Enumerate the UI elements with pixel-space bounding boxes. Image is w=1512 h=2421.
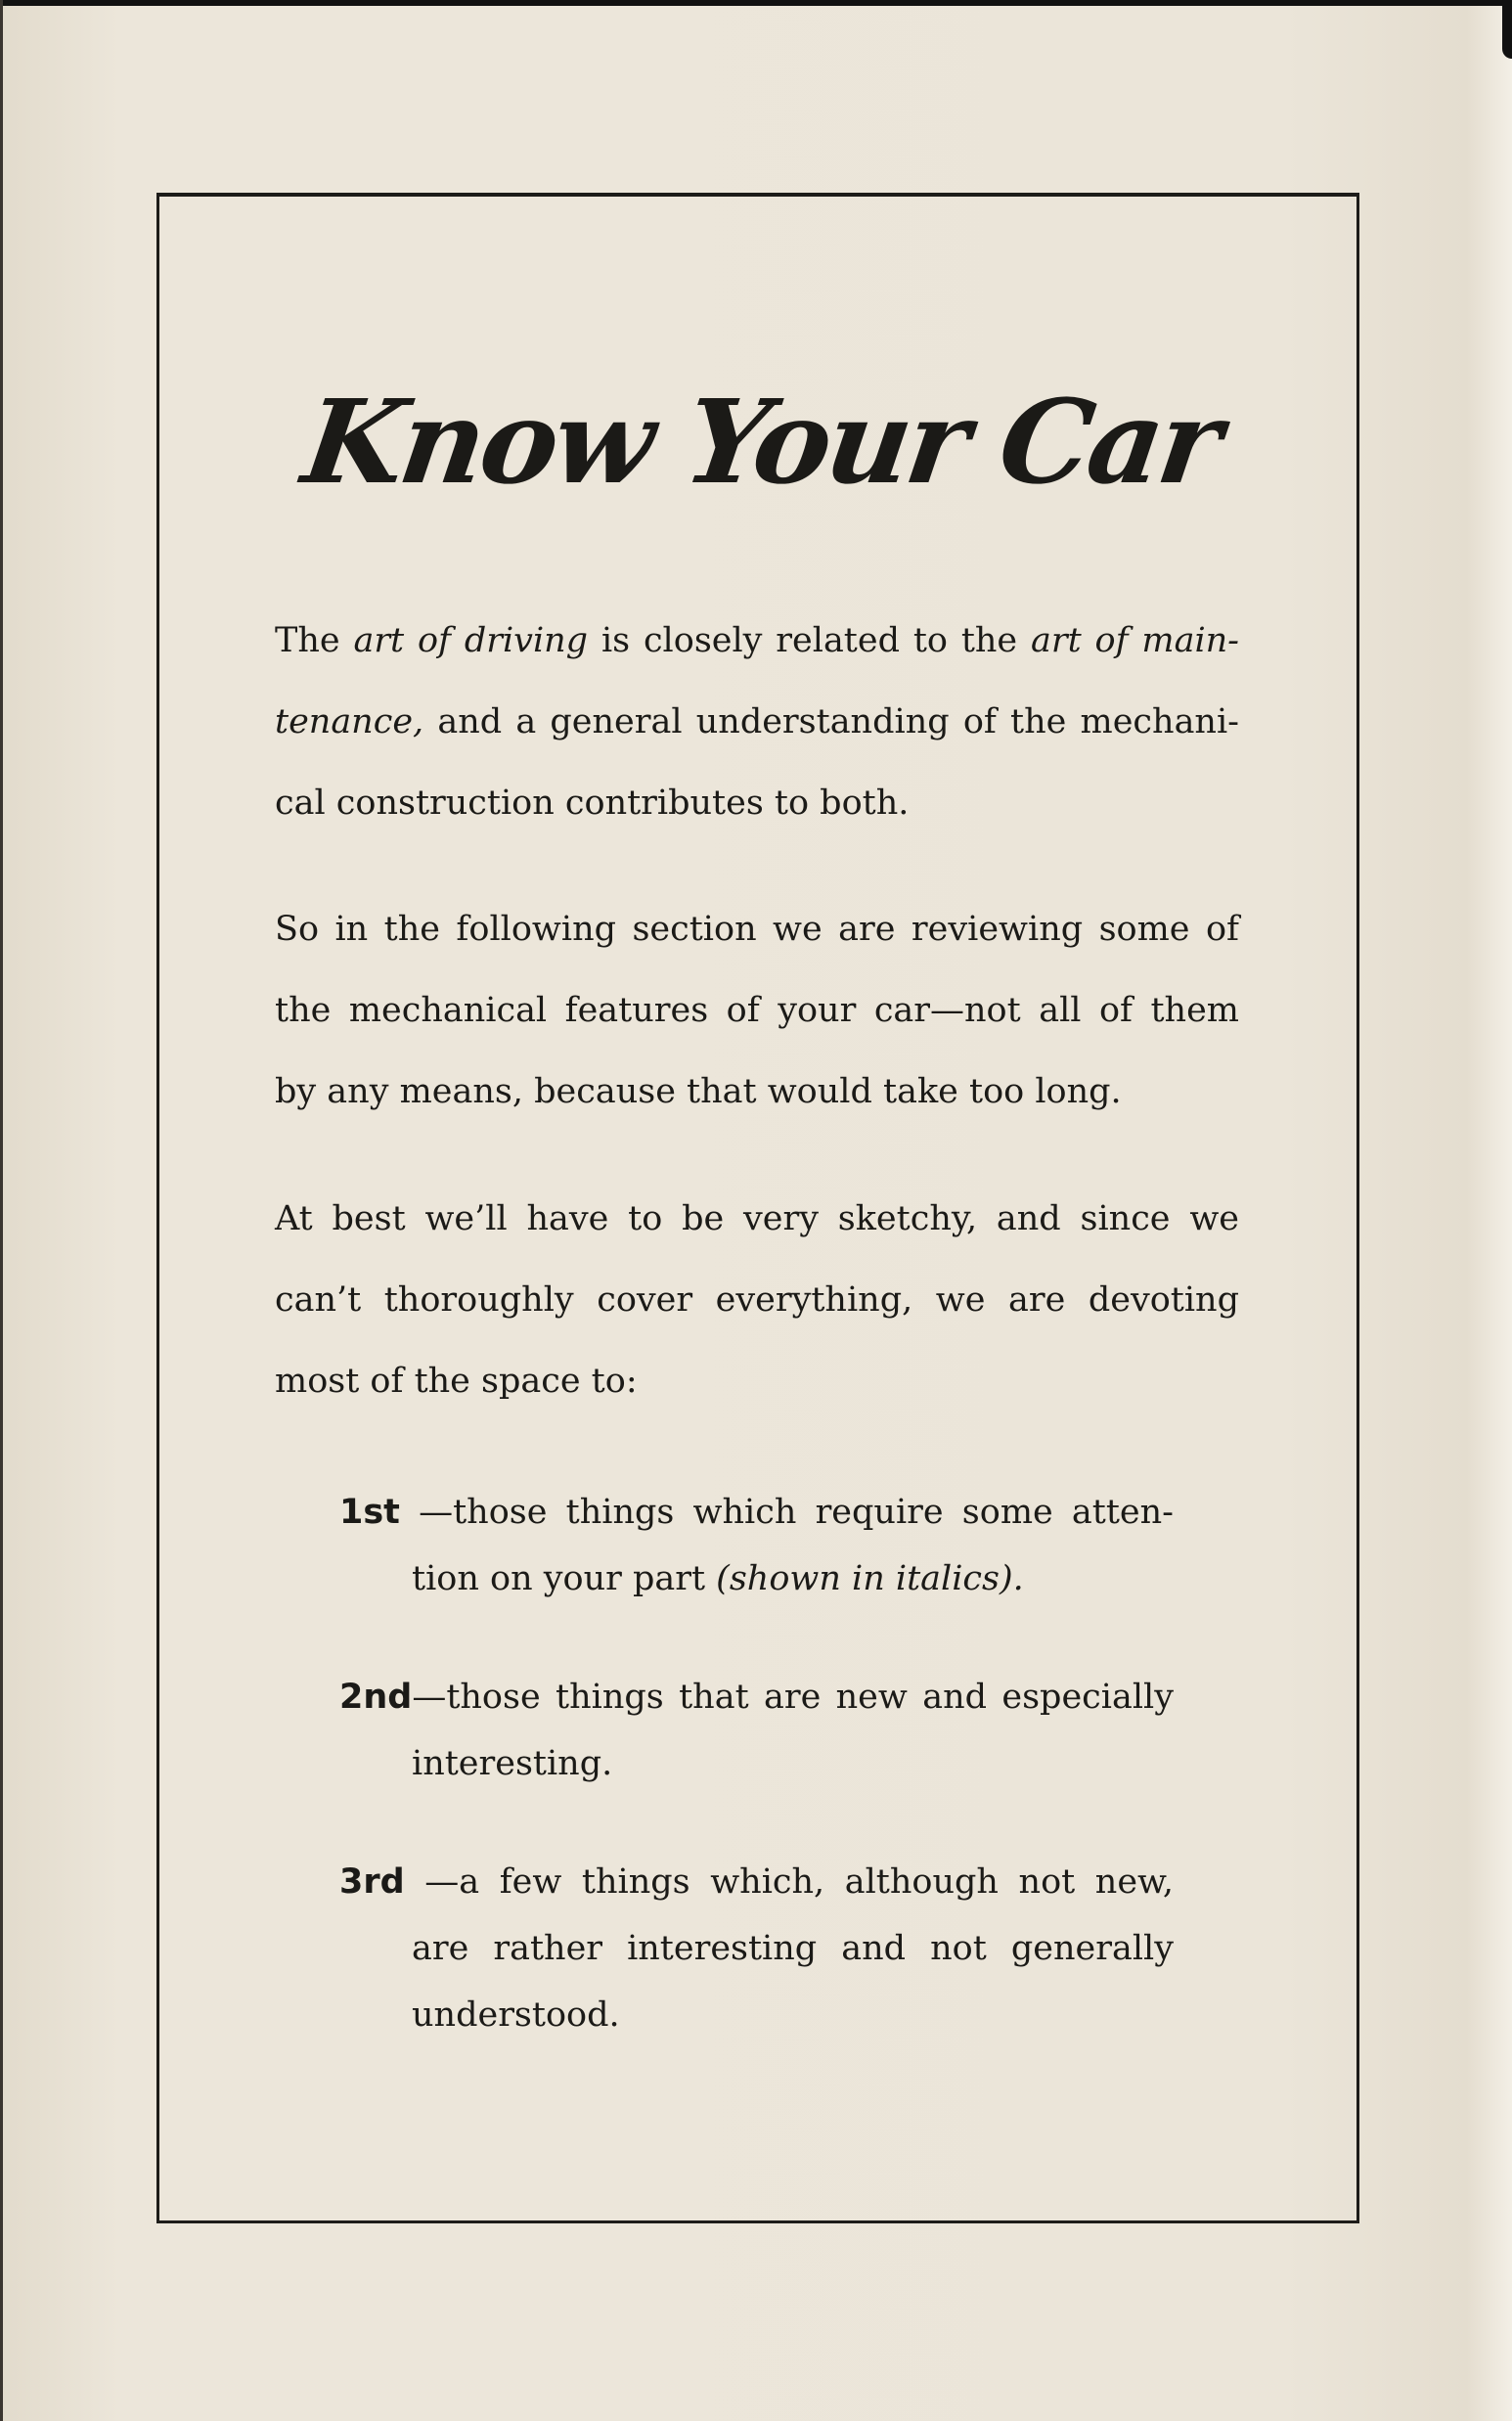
text-run: cal construction contributes to both. xyxy=(275,784,910,823)
text-run: The xyxy=(275,621,354,660)
text-run: art of main- xyxy=(1031,621,1240,660)
paragraph-line xyxy=(275,621,1239,660)
text-run: is closely related to the xyxy=(588,621,1031,660)
text-run: tenance, xyxy=(275,702,424,741)
page-top-edge xyxy=(0,0,1512,6)
paragraph-line xyxy=(275,1072,1122,1111)
list-item-line xyxy=(339,1493,1174,1532)
paragraph-line xyxy=(275,702,1239,741)
text-run: can’t thoroughly cover everything, we are devoting xyxy=(275,1280,1239,1320)
text-run: are rather interesting and not generally xyxy=(412,1929,1174,1968)
text-run: tion on your part xyxy=(412,1559,717,1598)
text-run: the mechanical features of your car—not all of them xyxy=(275,991,1239,1030)
text-run: interesting. xyxy=(412,1744,613,1783)
page-title: Know Your Car xyxy=(295,374,1226,510)
list-item-line xyxy=(412,1744,612,1783)
text-run: art of driving xyxy=(353,621,589,660)
paragraph-line xyxy=(275,784,909,823)
list-ordinal: 2nd xyxy=(339,1678,413,1717)
paragraph-line xyxy=(275,1280,1239,1320)
page-corner-edge xyxy=(1502,0,1512,59)
page-left-edge xyxy=(0,0,3,2421)
list-item-line xyxy=(339,1862,1174,1902)
list-item-line xyxy=(412,1995,620,2035)
list-item-line xyxy=(412,1929,1174,1968)
list-item-line xyxy=(339,1678,1174,1717)
list-ordinal: 1st xyxy=(339,1493,400,1532)
paragraph-line xyxy=(275,910,1239,949)
text-run: So in the following section we are reviewing some of xyxy=(275,910,1239,949)
text-run: —those things that are new and especially xyxy=(412,1678,1174,1717)
text-run: —those things which require some atten- xyxy=(399,1493,1174,1532)
paragraph-line xyxy=(275,1199,1239,1238)
text-run: by any means, because that would take too long. xyxy=(275,1072,1122,1111)
text-run: and a general understanding of the mechani- xyxy=(423,702,1239,741)
text-run: most of the space to: xyxy=(275,1362,638,1401)
text-run: (shown in italics). xyxy=(716,1559,1024,1598)
list-item-line xyxy=(412,1559,1024,1598)
paragraph-line xyxy=(275,1362,638,1401)
text-run: —a few things which, although not new, xyxy=(404,1862,1174,1902)
text-run: At best we’ll have to be very sketchy, and since we xyxy=(275,1199,1239,1238)
list-ordinal: 3rd xyxy=(339,1862,405,1902)
paragraph-line xyxy=(275,991,1239,1030)
text-run: understood. xyxy=(412,1995,620,2035)
